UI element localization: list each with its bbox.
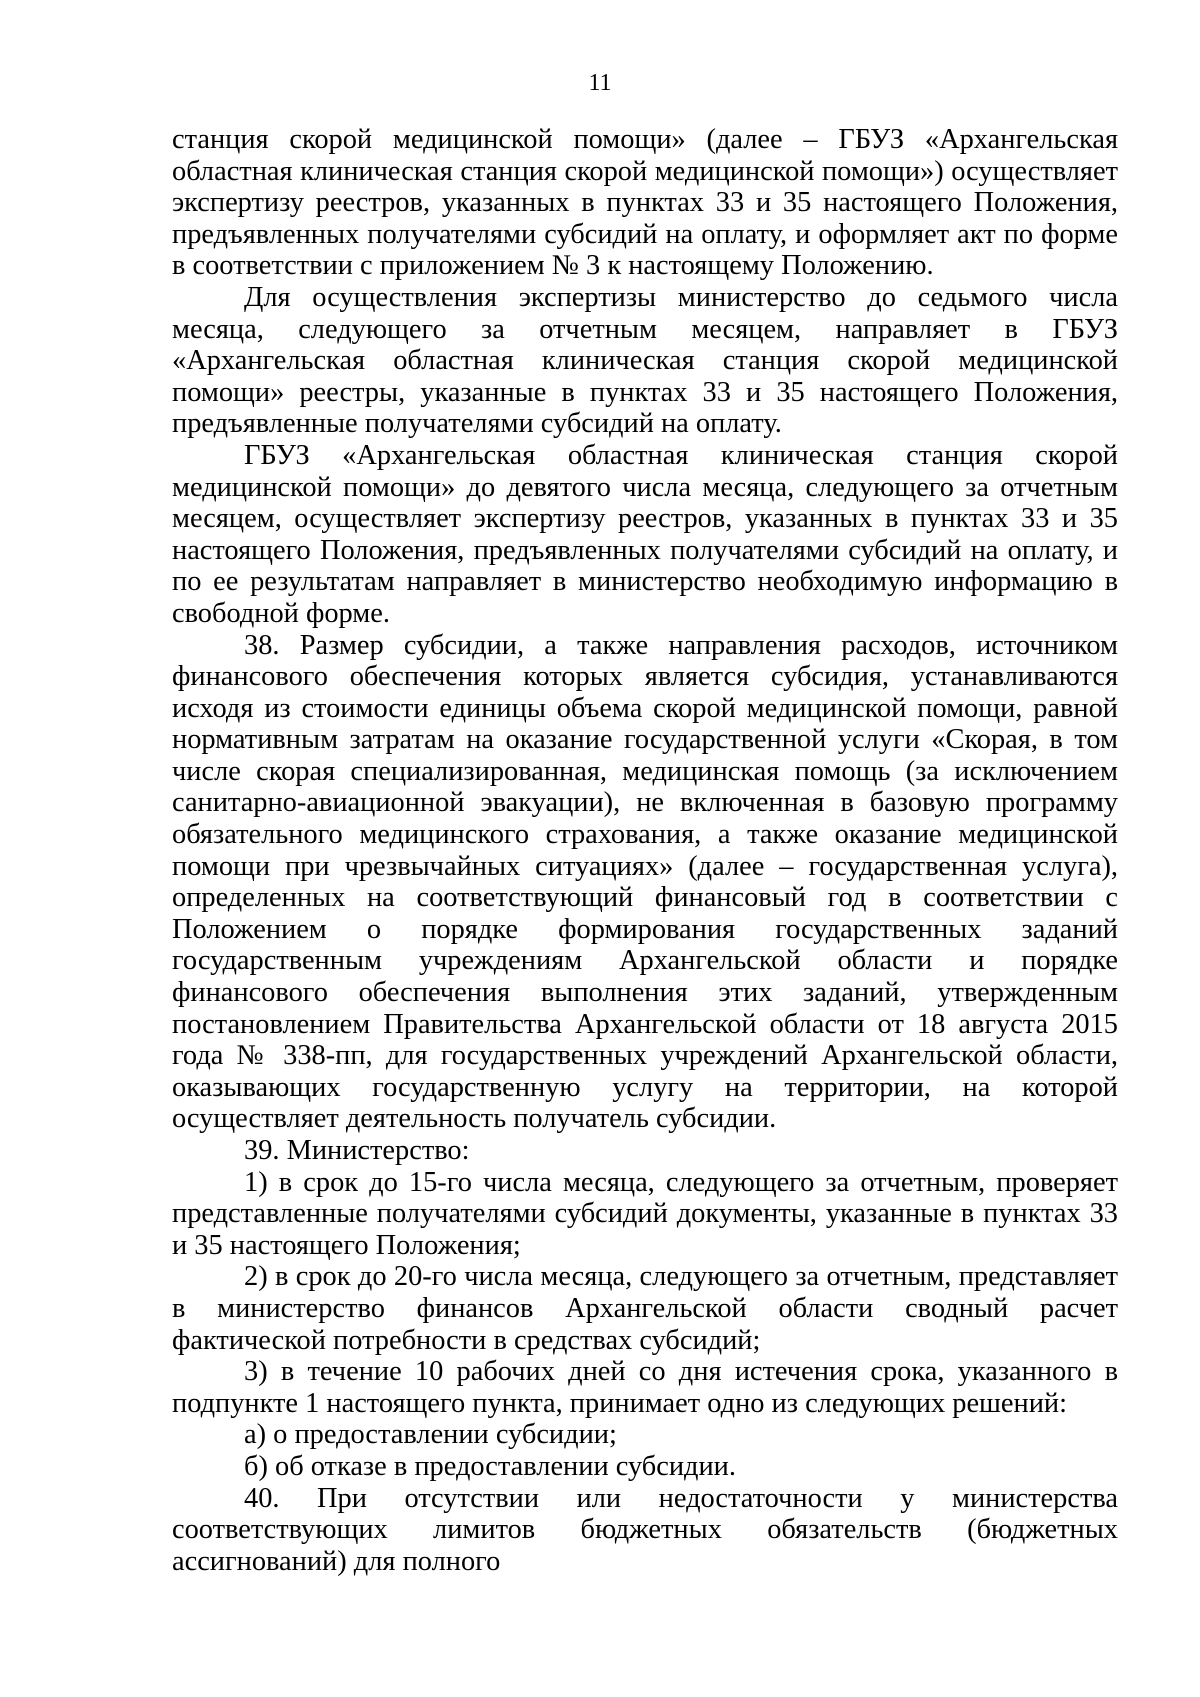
subitem-39-1: 1) в срок до 15-го числа месяца, следующего за отчетным, проверяет представленные получателями субсидий документы, указанные в пунктах 33 и 35 настоящего Положения; (172, 1166, 1118, 1261)
subitem-39-3-b: б) об отказе в предоставлении субсидии. (244, 1450, 736, 1482)
subitem-39-3-a: а) о предоставлении субсидии; (244, 1419, 617, 1451)
paragraph-item-39: 39. Министерство: (244, 1135, 470, 1166)
paragraph-gbuz-expertise: ГБУЗ «Архангельская областная клиническая станция скорой медицинской помощи» до девятого числа месяца, следующего за отчетным месяцем, осуществляет экспертизу реестров, указанных в пунктах 33 и 35 настоящего Положения, предъявленных получателями субсидий на оплату, и по ее результатам направляет в министерство необходимую информацию в свободной форме. (172, 439, 1118, 629)
subitem-39-3: 3) в течение 10 рабочих дней со дня истечения срока, указанного в подпункте 1 настоящего пункта, принимает одно из следующих решений: (172, 1356, 1118, 1419)
subitem-39-2: 2) в срок до 20-го числа месяца, следующего за отчетным, представляет в министерство финансов Архангельской области сводный расчет фактической потребности в средствах субсидий; (172, 1261, 1118, 1356)
paragraph-item-40: 40. При отсутствии или недостаточности у министерства соответствующих лимитов бюджетных обязательств (бюджетных ассигнований) для полного (172, 1482, 1118, 1577)
paragraph-expertise-procedure: Для осуществления экспертизы министерство до седьмого числа месяца, следующего за отчетным месяцем, направляет в ГБУЗ «Архангельская областная клиническая станция скорой медицинской помощи» реестры, указанные в пунктах 33 и 35 настоящего Положения, предъявленные получателями субсидий на оплату. (172, 281, 1118, 440)
document-body (172, 124, 1118, 1577)
paragraph-continuation: станция скорой медицинской помощи» (далее – ГБУЗ «Архангельская областная клиническая станция скорой медицинской помощи») осуществляет экспертизу реестров, указанных в пунктах 33 и 35 настоящего Положения, предъявленных получателями субсидий на оплату, и оформляет акт по форме в соответствии с приложением № 3 к настоящему Положению. (172, 124, 1118, 282)
page-number: 11 (588, 70, 612, 96)
paragraph-item-38: 38. Размер субсидии, а также направления расходов, источником финансового обеспечения которых является субсидия, устанавливаются исходя из стоимости единицы объема скорой медицинской помощи, равной нормативным затратам на оказание государственной услуги «Скорая, в том числе скорая специализированная, медицинская помощь (за исключением санитарно-авиационной эвакуации), не включенная в базовую программу обязательного медицинского страхования, а также оказание медицинской помощи при чрезвычайных ситуациях» (далее – государственная услуга), определенных на соответствующий финансовый год в соответствии с Положением о порядке формирования государственных заданий государственным учреждениям Архангельской области и порядке финансового обеспечения выполнения этих заданий, утвержденным постановлением Правительства Архангельской области от 18 августа 2015 года № 338-пп, для государственных учреждений Архангельской области, оказывающих государственную услугу на территории, на которой осуществляет деятельность получатель субсидии. (172, 629, 1118, 1135)
